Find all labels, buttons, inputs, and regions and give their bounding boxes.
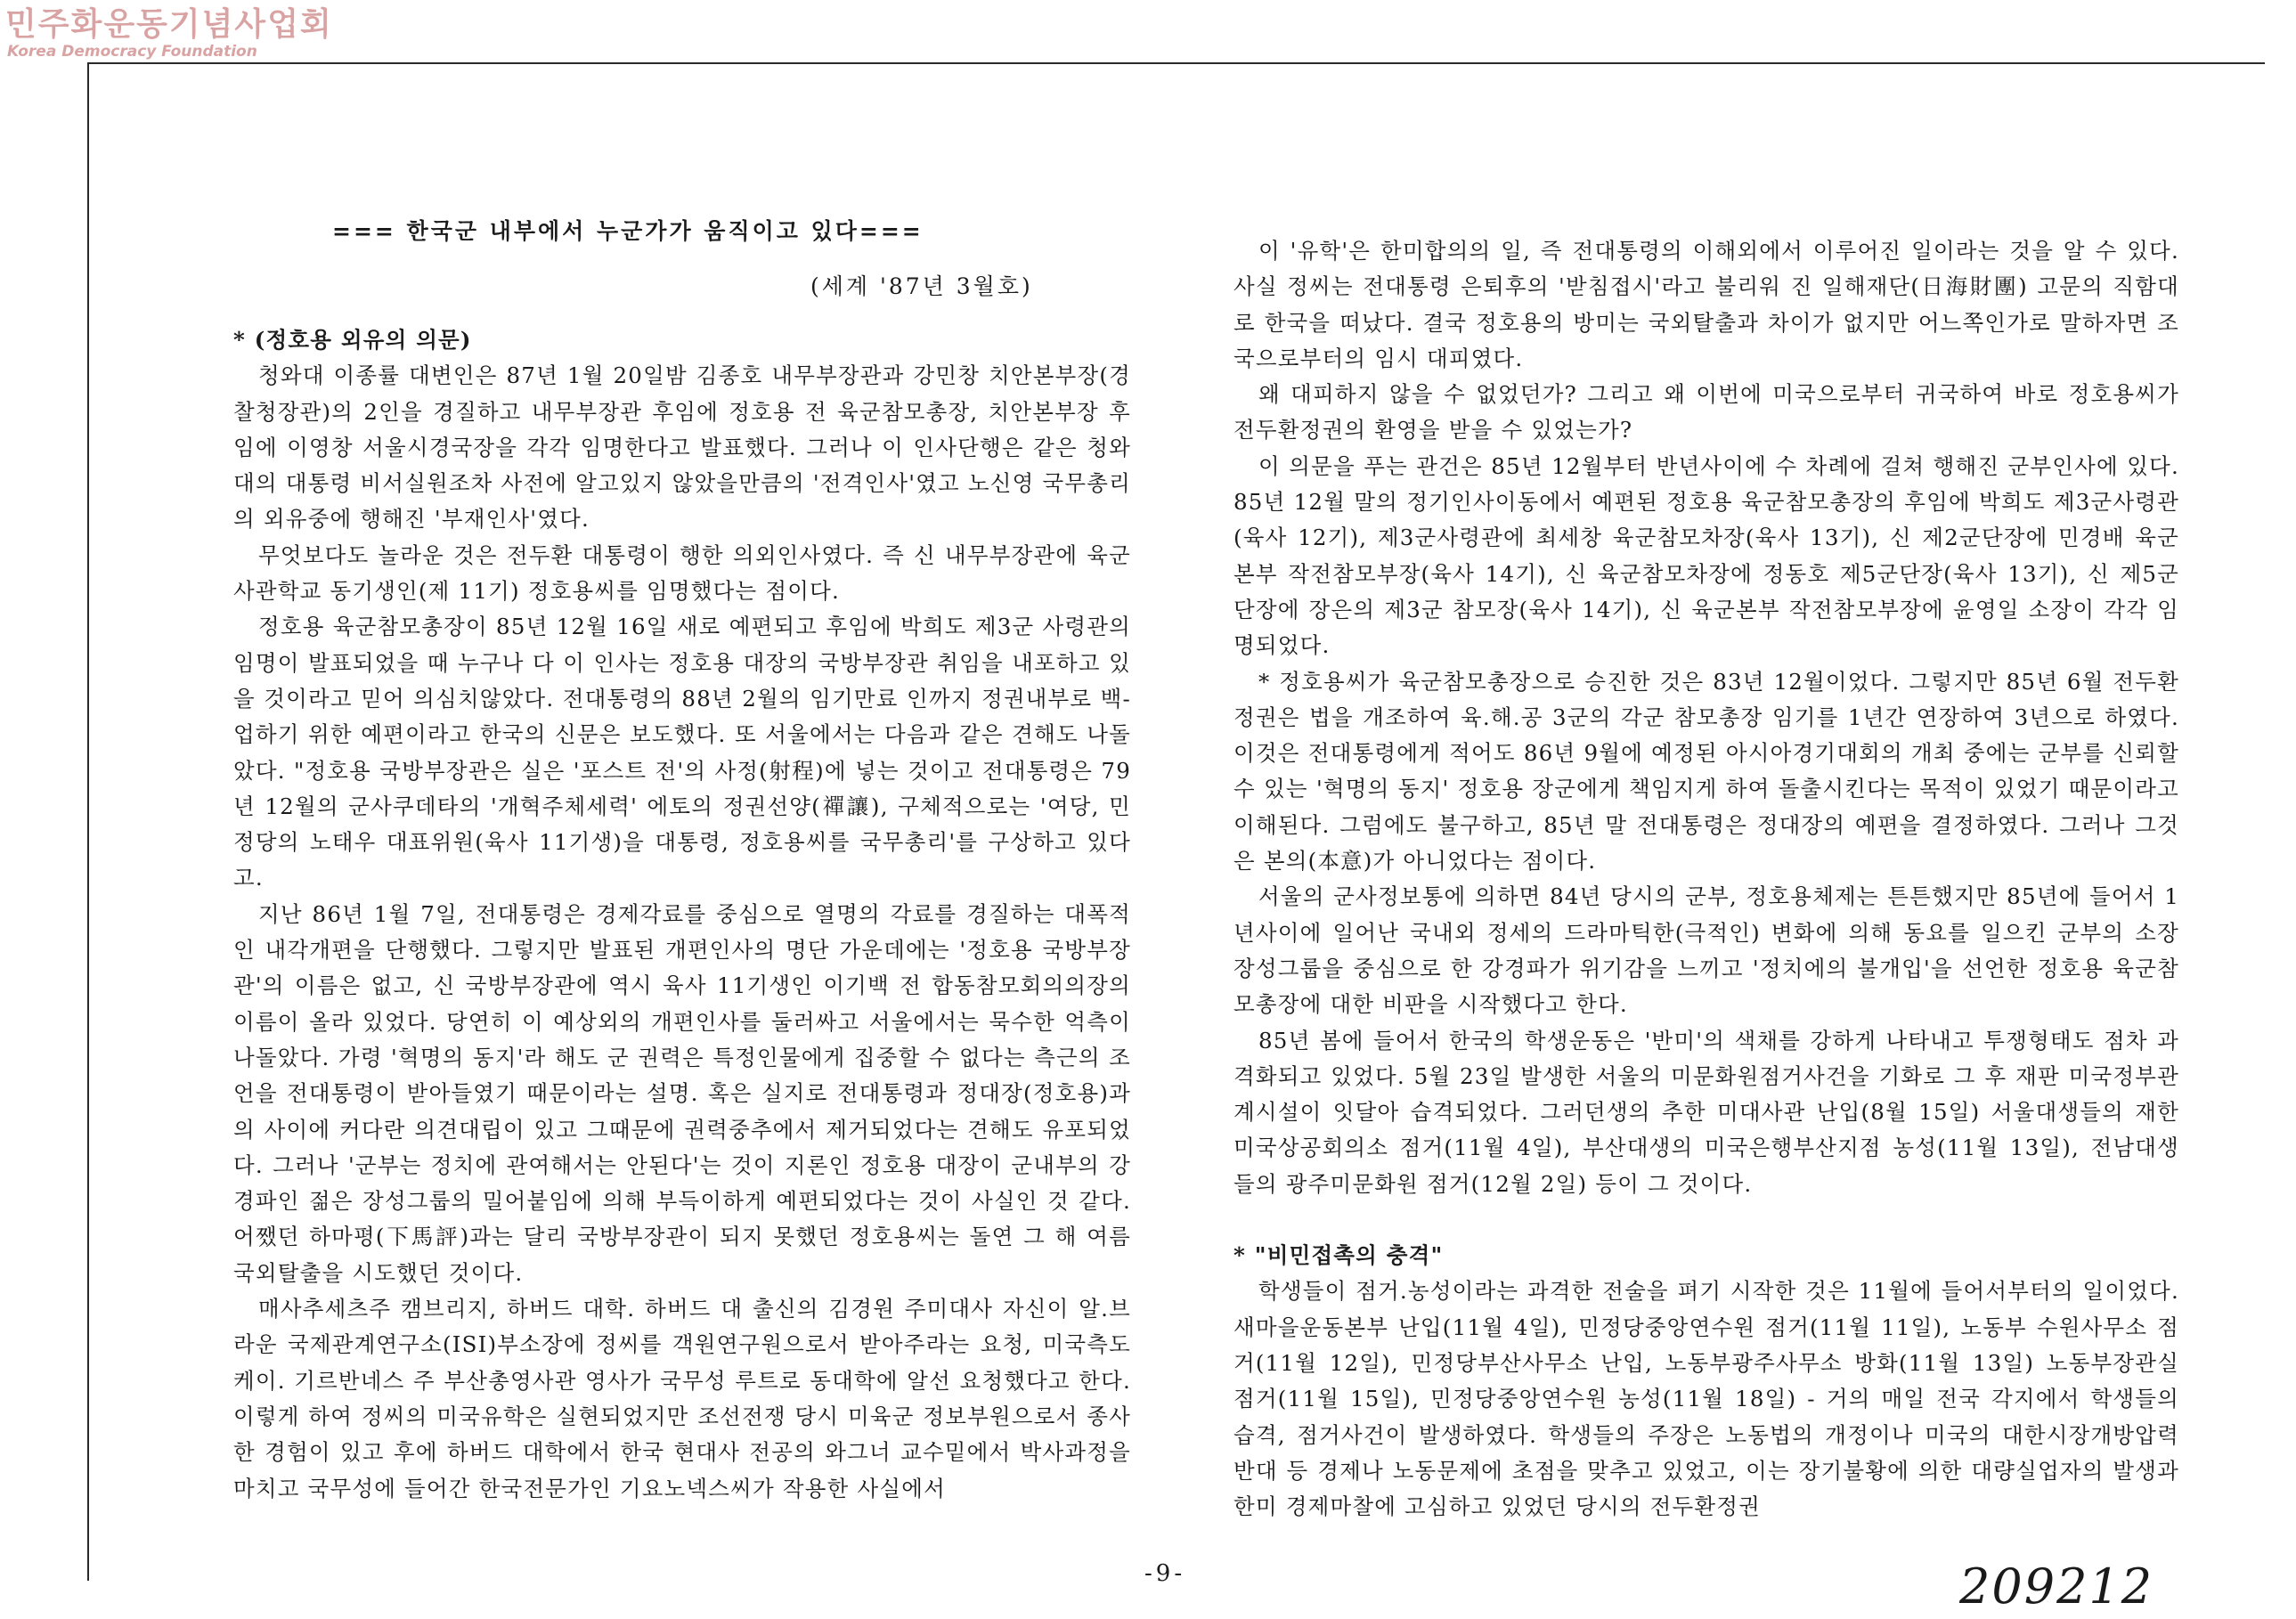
article-title: === 한국군 내부에서 누군가가 움직이고 있다=== bbox=[332, 218, 924, 244]
page-number: -9- bbox=[1144, 1560, 1186, 1587]
paragraph: 청와대 이종률 대변인은 87년 1월 20일밤 김종호 내무부장관과 강민창 치안본부장(경찰청장관)의 2인을 경질하고 내무부장관 후임에 정호용 전 육군참모총장, 치안본부장 후임에 이영창 서울시경국장을 각각 임명한다고 발표했다. 그러나 이 인사단행은 같은 청와대의 대통령 비서실원조차 사전에 알고있지 않았을만큼의 '전격인사'였고 노신영 국무총리의 외유중에 행해진 '부재인사'였다. bbox=[233, 362, 1131, 533]
paragraph: 이 의문을 푸는 관건은 85년 12월부터 반년사이에 수 차례에 걸쳐 행해진 군부인사에 있다. 85년 12월 말의 정기인사이동에서 예편된 정호용 육군참모총장의 후임에 박희도 제3군사령관(육사 12기), 제3군사령관에 최세창 육군참모차장(육사 13기), 신 제2군단장에 민경배 육군본부 작전참모부장(육사 14기), 신 육군참모차장에 정동호 제5군단장(육사 13기), 신 제5군단장에 장은의 제3군 참모장(육사 14기), 신 육군본부 작전참모부장에 윤영일 소장이 각각 임명되었다. bbox=[1233, 452, 2179, 659]
paragraph: 서울의 군사정보통에 의하면 84년 당시의 군부, 정호용체제는 튼튼했지만 85년에 들어서 1년사이에 일어난 국내외 정세의 드라마틱한(극적인) 변화에 의해 동요를 일으킨 군부의 소장 장성그룹을 중심으로 한 강경파가 위기감을 느끼고 '정치에의 불개입'을 선언한 정호용 육군참모총장에 대한 비판을 시작했다고 한다. bbox=[1233, 883, 2179, 1018]
watermark-korean: 민주화운동기념사업회 bbox=[5, 6, 333, 43]
article-source: (세계 '87년 3월호) bbox=[810, 273, 1033, 299]
right-column bbox=[1233, 233, 2179, 1525]
paragraph: 정호용 육군참모총장이 85년 12월 16일 새로 예편되고 후임에 박희도 제3군 사령관의 임명이 발표되었을 때 누구나 다 이 인사는 정호용 대장의 국방부장관 취임을 내포하고 있을 것이라고 믿어 의심치않았다. 전대통령의 88년 2월의 임기만료 인까지 정권내부로 백-업하기 위한 예편이라고 한국의 신문은 보도했다. 또 서울에서는 다음과 같은 견해도 나돌았다. "정호용 국방부장관은 실은 '포스트 전'의 사정(射程)에 넣는 것이고 전대통령은 79년 12월의 군사쿠데타의 '개혁주체세력' 에토의 정권선양(禪讓), 구체적으로는 '여당, 민정당의 노태우 대표위원(육사 11기생)을 대통령, 정호용씨를 국무총리'를 구상하고 있다고. bbox=[233, 614, 1131, 891]
foundation-watermark bbox=[5, 7, 333, 61]
paragraph: 지난 86년 1월 7일, 전대통령은 경제각료를 중심으로 열명의 각료를 경질하는 대폭적인 내각개편을 단행했다. 그렇지만 발표된 개편인사의 명단 가운데에는 '정호용 국방부장관'의 이름은 없고, 신 국방부장관에 역시 육사 11기생인 이기백 전 합동참모회의의장의 이름이 올라 있었다. 당연히 이 예상외의 개편인사를 둘러싸고 서울에서는 묵수한 억측이 나돌았다. 가령 '혁명의 동지'라 해도 군 권력은 특정인물에게 집중할 수 없다는 측근의 조언을 전대통령이 받아들였기 때문이라는 설명. 혹은 실지로 전대통령과 정대장(정호용)과의 사이에 커다란 의견대립이 있고 그때문에 권력중추에서 제거되었다는 견해도 유포되었다. 그러나 '군부는 정치에 관여해서는 안된다'는 것이 지론인 정호용 대장이 군내부의 강경파인 젊은 장성그룹의 밀어붙임에 의해 부득이하게 예편되었다는 것이 사실인 것 같다. 어쨌던 하마평(下馬評)과는 달리 국방부장관이 되지 못했던 정호용씨는 돌연 그 해 여름 국외탈출을 시도했던 것이다. bbox=[233, 900, 1131, 1286]
left-column bbox=[233, 223, 1131, 1507]
top-border-line bbox=[87, 62, 2265, 64]
paragraph: * 정호용씨가 육군참모총장으로 승진한 것은 83년 12월이었다. 그렇지만 85년 6월 전두환 정권은 법을 개조하여 육.해.공 3군의 각군 참모총장 임기를 1년간 연장하여 3년으로 하였다. 이것은 전대통령에게 적어도 86년 9월에 예정된 아시아경기대회의 개최 중에는 군부를 신뢰할 수 있는 '혁명의 동지' 정호용 장군에게 책임지게 하여 돌출시킨다는 목적이 있었기 때문이라고 이해된다. 그럼에도 불구하고, 85년 말 전대통령은 정대장의 예편을 결정하였다. 그러나 그것은 본의(本意)가 아니었다는 점이다. bbox=[1233, 668, 2179, 875]
paragraph: 학생들이 점거.농성이라는 과격한 전술을 펴기 시작한 것은 11월에 들어서부터의 일이었다. 새마을운동본부 난입(11월 4일), 민정당중앙연수원 점거(11월 11일), 노동부 수원사무소 점거(11월 12일), 민정당부산사무소 난입, 노동부광주사무소 방화(11월 13일) 노동부장관실 점거(11월 15일), 민정당중앙연수원 농성(11월 18일) - 거의 매일 전국 각지에서 학생들의 습격, 점거사건이 발생하였다. 학생들의 주장은 노동법의 개정이나 미국의 대한시장개방압력 반대 등 경제나 노동문제에 초점을 맞추고 있었고, 이는 장기불황에 의한 대량실업자의 발생과 한미 경제마찰에 고심하고 있었던 당시의 전두환정권 bbox=[1233, 1278, 2179, 1520]
section-gap bbox=[1233, 1202, 2179, 1238]
paragraph: 왜 대피하지 않을 수 없었던가? 그리고 왜 이번에 미국으로부터 귀국하여 바로 정호용씨가 전두환정권의 환영을 받을 수 있었는가? bbox=[1233, 381, 2179, 443]
document-number: 209212 bbox=[1959, 1558, 2154, 1615]
left-border-line bbox=[87, 62, 89, 1581]
paragraph: 이 '유학'은 한미합의의 일, 즉 전대통령의 이해외에서 이루어진 일이라는 것을 알 수 있다. 사실 정씨는 전대통령 은퇴후의 '받침접시'라고 불리워 진 일해재단(日海財團) 고문의 직함대로 한국을 떠났다. 결국 정호용의 방미는 국외탈출과 차이가 없지만 어느쪽인가로 말하자면 조국으로부터의 임시 대피였다. bbox=[1233, 238, 2179, 371]
paragraph: 무엇보다도 놀라운 것은 전두환 대통령이 행한 의외인사였다. 즉 신 내무부장관에 육군사관학교 동기생인(제 11기) 정호용씨를 임명했다는 점이다. bbox=[233, 541, 1131, 605]
section-heading: * (정호용 외유의 의문) bbox=[233, 327, 472, 353]
paragraph: 85년 봄에 들어서 한국의 학생운동은 '반미'의 색채를 강하게 나타내고 투쟁형태도 점차 과격화되고 있었다. 5월 23일 발생한 서울의 미문화원점거사건을 기화로 그 후 재판 미국정부관계시설이 잇달아 습격되었다. 그러던생의 추한 미대사관 난입(8월 15일) 서울대생들의 재한 미국상공회의소 점거(11월 4일), 부산대생의 미국은행부산지점 농성(11월 13일), 전남대생들의 광주미문화원 점거(12월 2일) 등이 그 것이다. bbox=[1233, 1027, 2179, 1197]
paragraph: 매사추세츠주 캠브리지, 하버드 대학. 하버드 대 출신의 김경원 주미대사 자신이 알.브라운 국제관계연구소(ISI)부소장에 정씨를 객원연구원으로서 받아주라는 요청, 미국측도 케이. 기르반네스 주 부산총영사관 영사가 국무성 루트로 동대학에 알선 요청했다고 한다. 이렇게 하여 정씨의 미국유학은 실현되었지만 조선전쟁 당시 미육군 정보부원으로서 종사한 경험이 있고 후에 하버드 대학에서 한국 현대사 전공의 와그너 교수밑에서 박사과정을 마치고 국무성에 들어간 한국전문가인 기요노넥스씨가 작용한 사실에서 bbox=[233, 1296, 1131, 1501]
watermark-english: Korea Democracy Foundation bbox=[7, 43, 257, 61]
section-heading: * "비민접촉의 충격" bbox=[1233, 1242, 1444, 1269]
